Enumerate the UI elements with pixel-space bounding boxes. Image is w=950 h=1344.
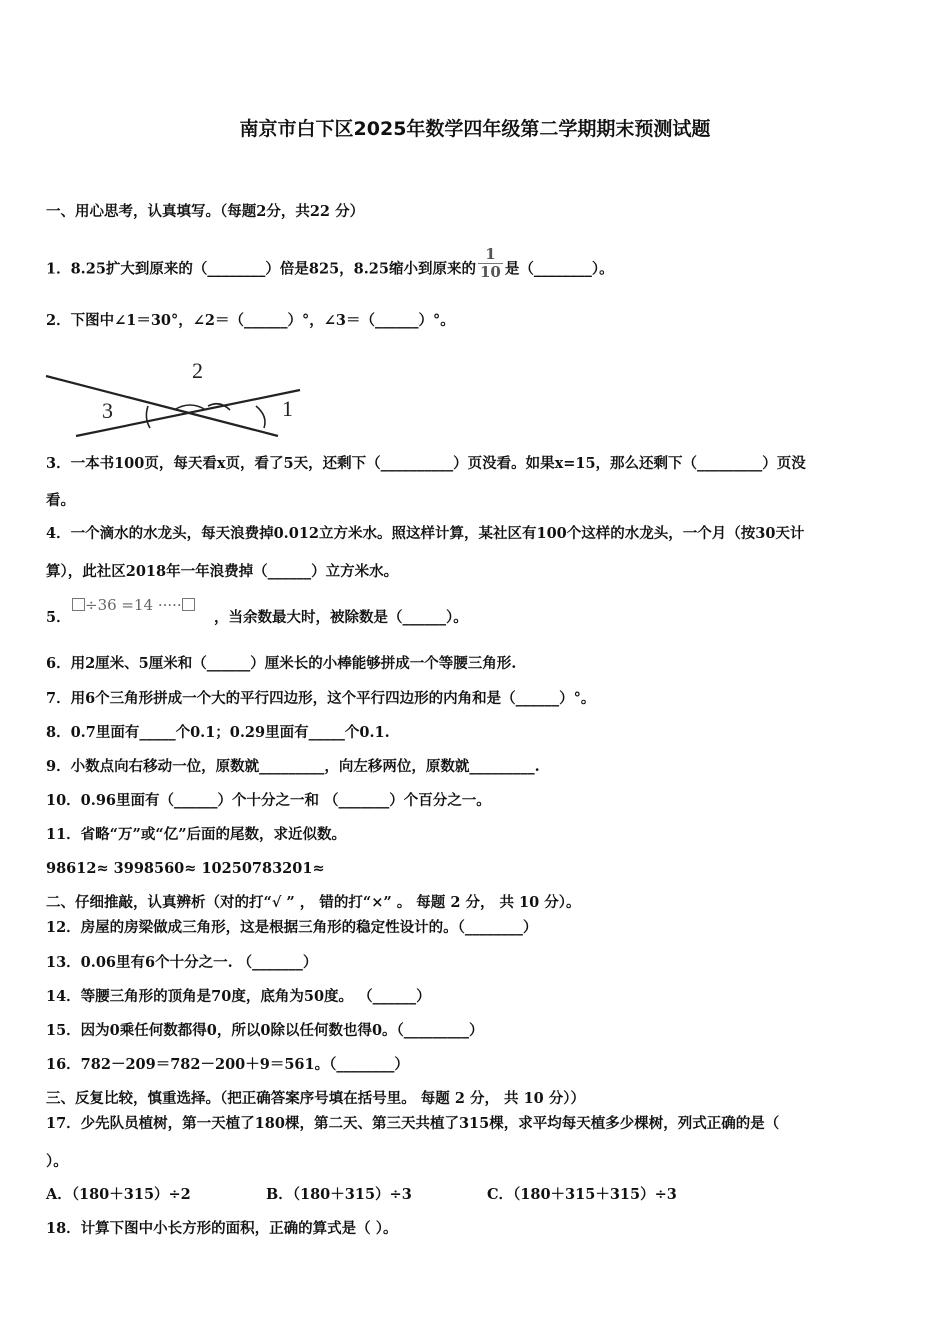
- section-1-heading: 一、用心思考，认真填写。（每题2分，共22 分）: [46, 203, 365, 220]
- option-a: A．（180＋315）÷2: [46, 1186, 191, 1203]
- angle-label-2: 2: [192, 358, 203, 383]
- question-18: 18．计算下图中小长方形的面积，正确的算式是（ ）。: [46, 1220, 398, 1237]
- question-4-line-1: 4．一个滴水的水龙头，每天浪费掉0.012立方米水。照这样计算，某社区有100个这样的水龙头，一个月（按30天计: [46, 525, 805, 542]
- angle-arc-1: [256, 406, 265, 428]
- option-c: C．（180＋315＋315）÷3: [487, 1186, 677, 1203]
- section-2-heading: 二、仔细推敲，认真辨析（对的打“√ ” ， 错的打“×” 。 每题 2 分， 共 10 分）。: [46, 894, 581, 911]
- question-5-number: 5．: [46, 609, 71, 626]
- question-1: [46, 245, 614, 287]
- question-16: 16．782－209＝782－200＋9＝561。（________）: [46, 1056, 409, 1073]
- fraction-denominator: 10: [480, 263, 501, 281]
- angle-label-3: 3: [102, 398, 113, 423]
- fraction-numerator: 1: [478, 246, 503, 264]
- question-3-line-2: 看。: [46, 492, 75, 509]
- angle-label-1: 1: [282, 396, 293, 421]
- equation-middle: ÷36 =14 ·····: [85, 596, 182, 614]
- question-17-line-2: ）。: [46, 1153, 68, 1170]
- question-14: 14．等腰三角形的顶角是70度，底角为50度。 （______）: [46, 988, 431, 1005]
- question-1-tail: 是（________）。: [504, 260, 614, 278]
- question-4-line-2: 算），此社区2018年一年浪费掉（______）立方米水。: [46, 563, 399, 580]
- question-8: 8．0.7里面有_____个0.1；0.29里面有_____个0.1.: [46, 724, 390, 741]
- question-7: 7．用6个三角形拼成一个大的平行四边形，这个平行四边形的内角和是（______）°。: [46, 690, 596, 707]
- question-10: 10．0.96里面有（______）个十分之一和 （_______）个百分之一。: [46, 792, 491, 809]
- question-11-items: 98612≈ 3998560≈ 10250783201≈: [46, 860, 325, 877]
- question-13: 13．0.06里有6个十分之一. （_______）: [46, 954, 318, 971]
- page-title: 南京市白下区2025年数学四年级第二学期期末预测试题: [239, 118, 711, 140]
- question-12: 12．房屋的房梁做成三角形，这是根据三角形的稳定性设计的。（________）: [46, 919, 538, 936]
- question-17-line-1: 17．少先队员植树，第一天植了180棵，第二天、第三天共植了315棵，求平均每天植多少棵树，列式正确的是（: [46, 1115, 780, 1132]
- question-3-line-1: 3．一本书100页，每天看x页，看了5天，还剩下（__________）页没看。如果x=15，那么还剩下（_________）页没: [46, 455, 806, 472]
- question-6: 6．用2厘米、5厘米和（______）厘米长的小棒能够拼成一个等腰三角形.: [46, 655, 517, 672]
- question-5-text: ，当余数最大时，被除数是（______）。: [214, 609, 468, 626]
- angle-arc-3: [146, 406, 150, 428]
- fraction-one-tenth: [478, 246, 503, 281]
- question-9: 9．小数点向右移动一位，原数就_________，向左移两位，原数就_________.: [46, 758, 540, 775]
- blank-box-remainder: [182, 598, 195, 611]
- option-b: B．（180＋315）÷3: [266, 1186, 412, 1203]
- question-2: 2．下图中∠1＝30°，∠2＝（______）°，∠3＝（______）°。: [46, 312, 455, 329]
- figure-line-a: [46, 376, 278, 436]
- division-equation: [72, 596, 195, 614]
- question-15: 15．因为0乘任何数都得0，所以0除以任何数也得0。（_________）: [46, 1022, 484, 1039]
- section-3-heading: 三、反复比较，慎重选择。（把正确答案序号填在括号里。 每题 2 分， 共 10 分））: [46, 1090, 586, 1107]
- question-11: 11．省略“万”或“亿”后面的尾数，求近似数。: [46, 826, 347, 843]
- angle-figure: [44, 356, 306, 440]
- blank-box-dividend: [72, 598, 85, 611]
- question-1-text: 1．8.25扩大到原来的（________）倍是825，8.25缩小到原来的: [46, 260, 476, 278]
